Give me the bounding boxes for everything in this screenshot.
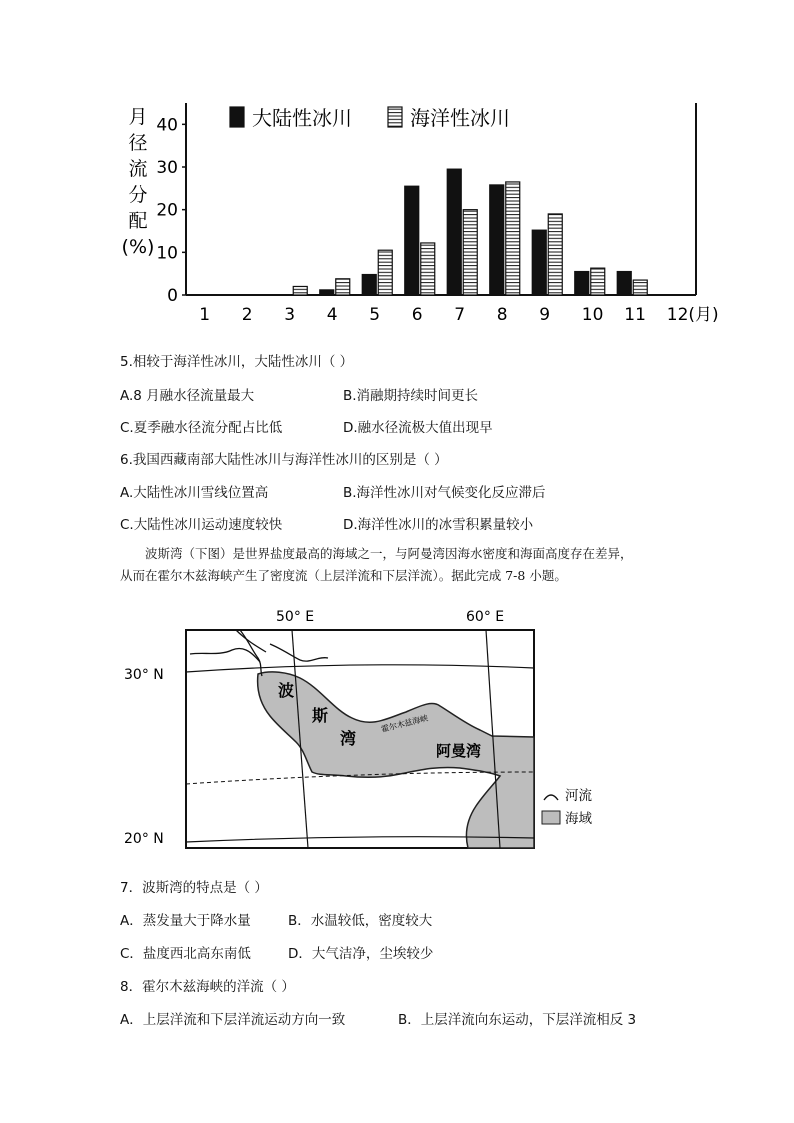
question-6-stem: 6.我国西藏南部大陆性冰川与海洋性冰川的区别是（ ）: [120, 452, 448, 468]
passage: [120, 543, 700, 587]
q6-option-b: B.海洋性冰川对气候变化反应滞后: [343, 485, 546, 501]
legend-label-maritime: 海洋性冰川: [410, 106, 510, 130]
gulf-char-1: 波: [278, 681, 295, 700]
x-tick-label: 2: [241, 305, 253, 325]
continental-glacier-bar: [617, 272, 631, 295]
x-tick-label: 9: [539, 305, 551, 325]
q6-option-c: C.大陆性冰川运动速度较快: [120, 517, 283, 533]
y-axis-title-char: 月: [128, 106, 148, 128]
continental-glacier-bar: [575, 272, 589, 295]
river-legend-icon: [544, 795, 558, 800]
q5-option-a: A.8 月融水径流量最大: [120, 388, 255, 404]
continental-glacier-bar: [532, 230, 546, 295]
x-tick-label: 7: [454, 305, 466, 325]
y-tick-label: 10: [156, 243, 178, 264]
q6-option-a: A.大陆性冰川雪线位置高: [120, 485, 269, 501]
y-axis-title-char: 配: [128, 210, 148, 232]
q7-option-d: D．大气洁净，尘埃较少: [288, 946, 434, 962]
sea-legend-icon: [542, 811, 560, 824]
passage-line-1: 波斯湾（下图）是世界盐度最高的海域之一，与阿曼湾因海水密度和海面高度存在差异，: [145, 546, 633, 561]
continental-glacier-bar: [447, 169, 461, 295]
legend-sea-label: 海域: [565, 811, 592, 827]
q7-option-a: A．蒸发量大于降水量: [120, 913, 251, 929]
y-axis-title-char: 径: [128, 132, 148, 154]
y-tick-label: 40: [156, 115, 178, 136]
y-axis-title: [122, 106, 155, 258]
x-tick-label: 6: [411, 305, 423, 325]
y-tick-label: 30: [156, 158, 178, 178]
x-tick-label: 10: [581, 305, 604, 325]
q8-option-b: B．上层洋流向东运动，下层洋流相反 3: [398, 1012, 637, 1028]
maritime-glacier-bar: [421, 243, 435, 295]
x-tick-label: 3: [284, 305, 296, 325]
legend-river-label: 河流: [565, 788, 592, 804]
q5-option-d: D.融水径流极大值出现早: [343, 420, 493, 436]
chart-legend: [230, 106, 510, 130]
passage-line-2: 从而在霍尔木兹海峡产生了密度流（上层洋流和下层洋流）。据此完成 7-8 小题。: [120, 568, 567, 583]
continental-glacier-bar: [405, 186, 419, 295]
continental-glacier-bar: [320, 290, 334, 295]
maritime-glacier-bar: [633, 280, 647, 295]
q8-option-a: A．上层洋流和下层洋流运动方向一致: [120, 1012, 346, 1028]
lon-label-50e: 50° E: [276, 609, 315, 625]
gulf-char-3: 湾: [340, 729, 357, 748]
legend-swatch-maritime: [388, 107, 402, 127]
y-tick-label: 20: [156, 200, 178, 221]
gulf-char-2: 斯: [312, 706, 329, 725]
q5-option-c: C.夏季融水径流分配占比低: [120, 420, 283, 436]
x-tick-label: 4: [326, 305, 338, 325]
q7-option-b: B．水温较低，密度较大: [288, 913, 433, 929]
runoff-bar-chart: [110, 95, 719, 335]
strait-label: 霍尔木兹海峡: [380, 713, 430, 734]
persian-gulf-map: [120, 600, 620, 860]
lat-label-20n: 20° N: [124, 831, 164, 847]
x-tick-label: 8: [496, 305, 508, 325]
y-axis-title-char: (%): [121, 236, 155, 258]
maritime-glacier-bar: [336, 279, 350, 295]
maritime-glacier-bar: [591, 268, 605, 295]
oman-gulf-label: 阿曼湾: [436, 742, 482, 760]
continental-glacier-bar: [362, 275, 376, 295]
x-tick-label: 1: [199, 305, 211, 325]
maritime-glacier-bar: [378, 250, 392, 295]
x-tick-label: 11: [624, 305, 646, 325]
maritime-glacier-bar: [293, 286, 307, 295]
legend-swatch-continental: [230, 107, 244, 127]
lat-label-30n: 30° N: [124, 667, 164, 683]
continental-glacier-bar: [490, 185, 504, 295]
x-tick-label: 5: [369, 305, 381, 325]
x-tick-label: 12(月): [666, 305, 719, 325]
question-5-stem: 5.相较于海洋性冰川，大陆性冰川（ ）: [120, 354, 354, 370]
maritime-glacier-bar: [548, 214, 562, 295]
q6-option-d: D.海洋性冰川的冰雪积累量较小: [343, 517, 534, 533]
q7-option-c: C．盐度西北高东南低: [120, 946, 251, 962]
y-axis-title-char: 分: [128, 184, 148, 206]
y-axis-title-char: 流: [128, 158, 148, 180]
y-tick-label: 0: [167, 286, 178, 306]
chart-bars: [293, 169, 647, 295]
maritime-glacier-bar: [506, 182, 520, 295]
lon-label-60e: 60° E: [466, 609, 505, 625]
maritime-glacier-bar: [463, 210, 477, 295]
question-7-stem: 7．波斯湾的特点是（ ）: [120, 880, 268, 896]
q5-option-b: B.消融期持续时间更长: [343, 388, 479, 404]
question-8-stem: 8．霍尔木兹海峡的洋流（ ）: [120, 979, 295, 995]
legend-label-continental: 大陆性冰川: [252, 106, 352, 130]
